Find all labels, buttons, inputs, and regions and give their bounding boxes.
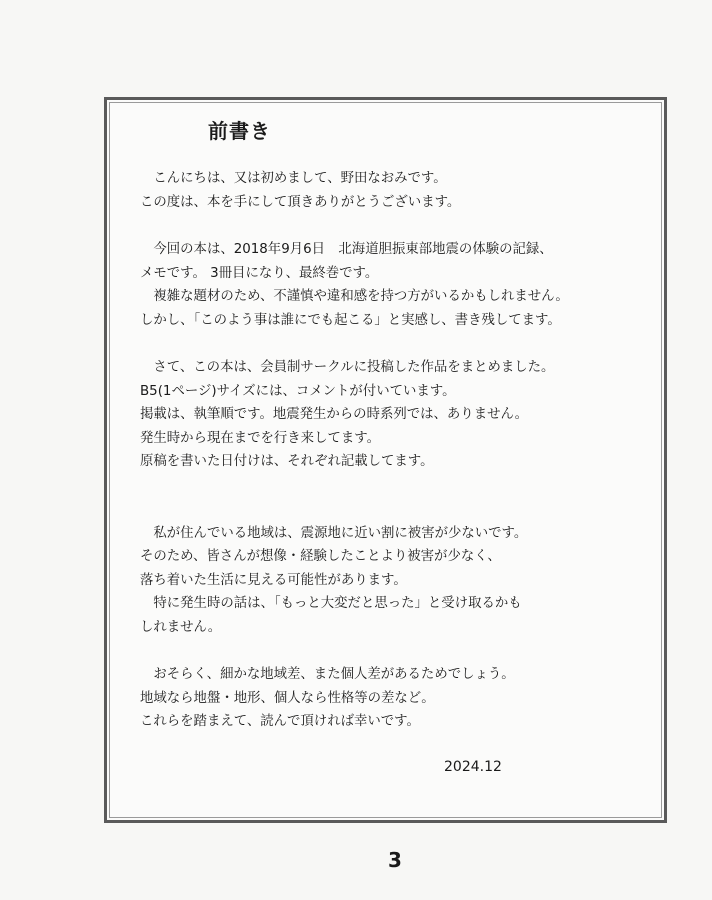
text-line: 落ち着いた生活に見える可能性があります。 (140, 572, 407, 588)
text-line: おそらく、細かな地域差、また個人差があるためでしょう。 (140, 667, 515, 682)
text-line: しれません。 (140, 619, 222, 635)
text-line: この度は、本を手にして頂きありがとうございます。 (140, 194, 461, 210)
text-line: 原稿を書いた日付けは、それぞれ記載してます。 (140, 454, 434, 469)
page-number: 3 (388, 848, 402, 872)
text-line: 掲載は、執筆順です。地震発生からの時系列では、ありません。 (140, 407, 529, 422)
text-line: 複雑な題材のため、不謹慎や違和感を持つ方がいるかもしれません。 (140, 289, 569, 304)
text-line: 地域なら地盤・地形、個人なら性格等の差など。 (140, 690, 435, 706)
text-line: さて、この本は、会員制サークルに投稿した作品をまとめました。 (140, 360, 555, 375)
body-text (140, 167, 660, 734)
text-line: 今回の本は、2018年9月6日 北海道胆振東部地震の体験の記録、 (140, 242, 553, 257)
text-line: 発生時から現在までを行き来してます。 (140, 430, 380, 446)
page-title: 前書き (208, 119, 271, 143)
text-frame (104, 97, 667, 823)
text-line: 私が住んでいる地域は、震源地に近い割に被害が少ないです。 (140, 525, 528, 541)
text-line: しかし、「このよう事は誰にでも起こる」と実感し、書き残してます。 (140, 312, 561, 328)
text-line: これらを踏まえて、読んで頂ければ幸いです。 (140, 714, 420, 729)
text-line: そのため、皆さんが想像・経験したことより被害が少なく、 (140, 549, 501, 564)
text-line: こんにちは、又は初めまして、野田なおみです。 (140, 171, 447, 186)
text-line: B5(1ページ)サイズには、コメントが付いています。 (140, 383, 456, 399)
date-text: 2024.12 (444, 759, 502, 775)
text-line: メモです。 3冊目になり、最終巻です。 (140, 265, 379, 281)
text-line: 特に発生時の話は、「もっと大変だと思った」と受け取るかも (140, 596, 522, 611)
